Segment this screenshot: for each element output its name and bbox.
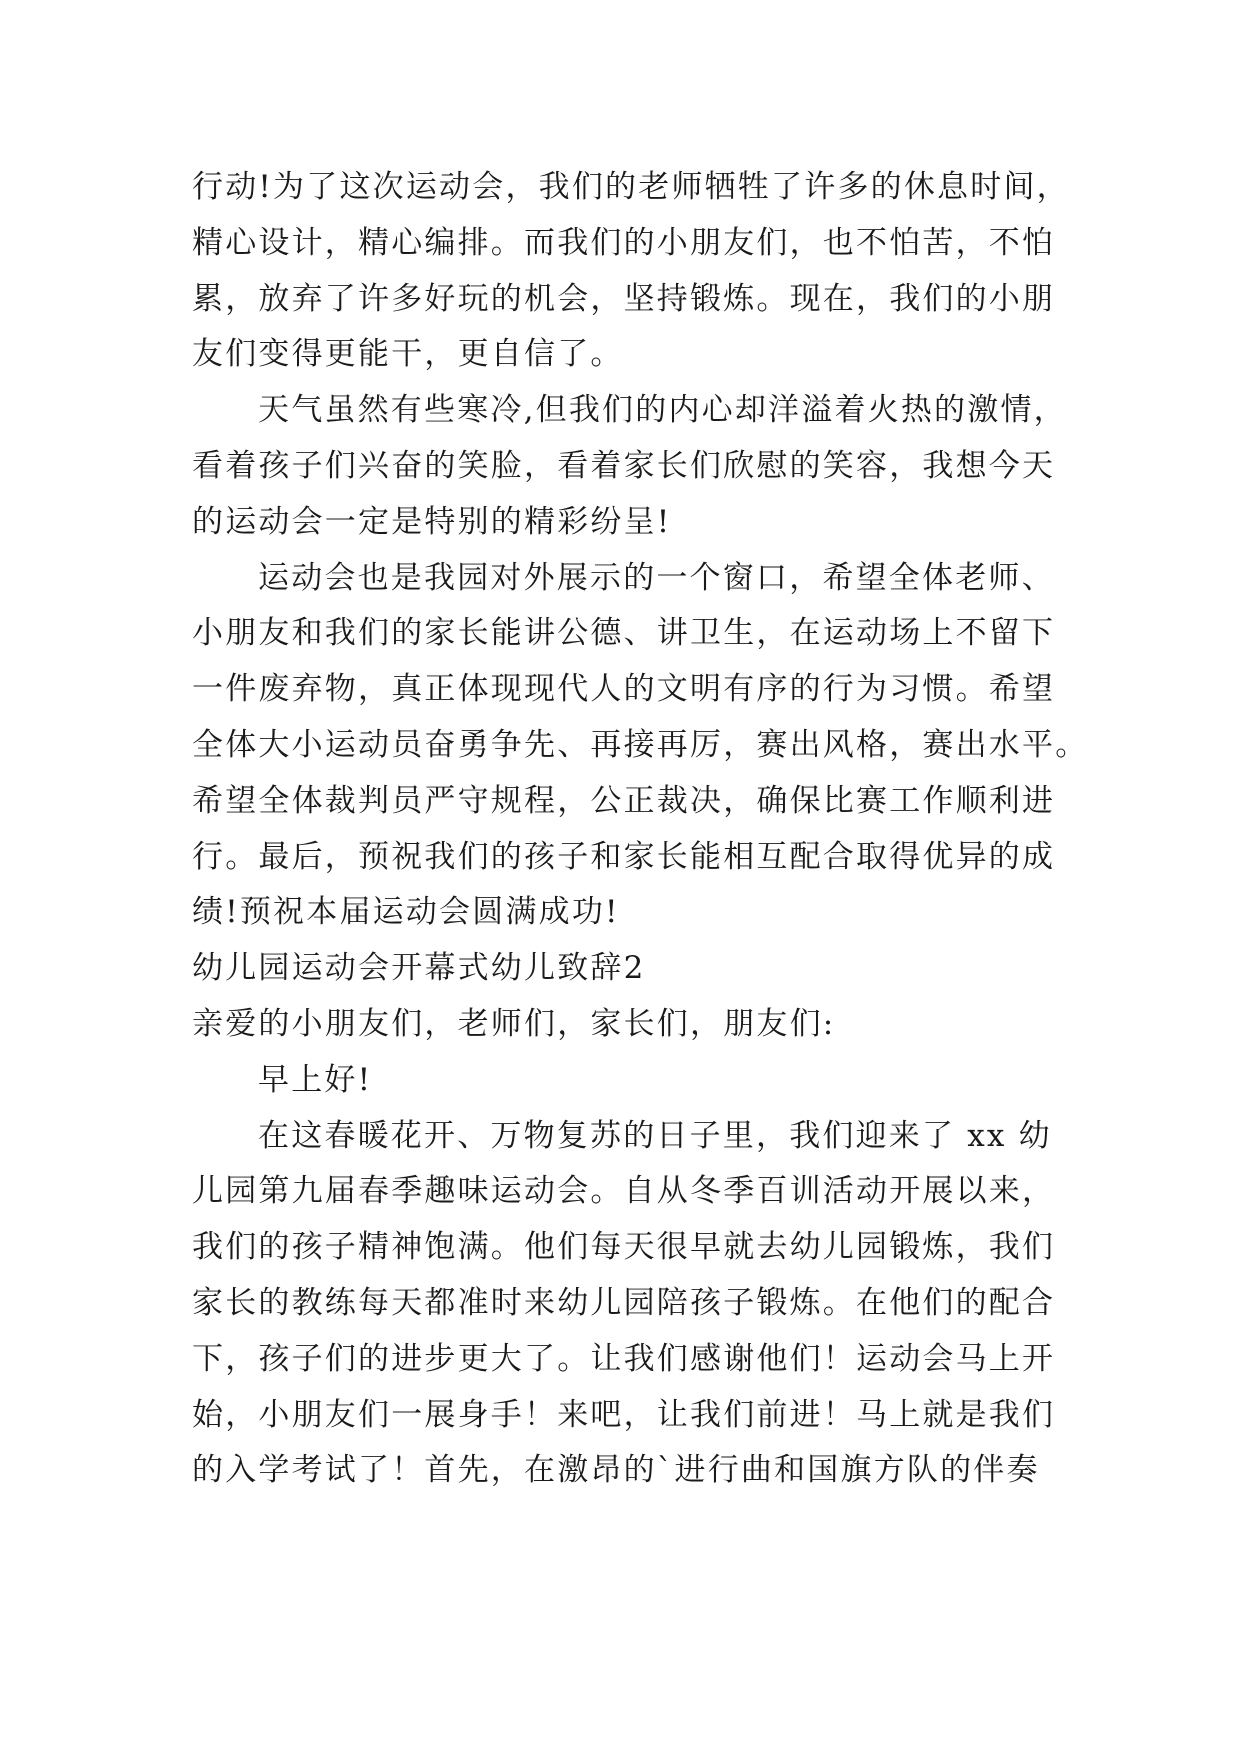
text-line: 全体大小运动员奋勇争先、再接再厉，赛出风格，赛出水平。 — [192, 726, 1089, 763]
text-line: 我们的孩子精神饱满。他们每天很早就去幼儿园锻炼，我们 — [192, 1229, 1056, 1266]
text-line: 行动!为了这次运动会，我们的老师牺牲了许多的休息时间， — [192, 169, 1070, 205]
text-line: 精心设计，精心编排。而我们的小朋友们，也不怕苦，不怕 — [192, 224, 1056, 261]
text-line: 的运动会一定是特别的精彩纷呈! — [192, 503, 672, 540]
text-line: 运动会也是我园对外展示的一个窗口，希望全体老师、 — [258, 559, 1055, 596]
text-line: 的入学考试了！首先，在激昂的`进行曲和国旗方队的伴奏 — [192, 1452, 1040, 1489]
text-line: 希望全体裁判员严守规程，公正裁决，确保比赛工作顺利进 — [192, 782, 1056, 819]
text-line: 始，小朋友们一展身手！来吧，让我们前进！马上就是我们 — [192, 1396, 1056, 1433]
text-line: 小朋友和我们的家长能讲公德、讲卫生，在运动场上不留下 — [192, 615, 1056, 652]
text-line: 看着孩子们兴奋的笑脸，看着家长们欣慰的笑容，我想今天 — [192, 447, 1056, 484]
text-line: 在这春暖花开、万物复苏的日子里，我们迎来了 xx 幼 — [258, 1117, 1052, 1154]
text-line: 绩!预祝本届运动会圆满成功! — [192, 894, 620, 931]
text-line: 下，孩子们的进步更大了。让我们感谢他们！运动会马上开 — [192, 1340, 1056, 1377]
text-line: 家长的教练每天都准时来幼儿园陪孩子锻炼。在他们的配合 — [192, 1284, 1056, 1321]
text-line: 累，放弃了许多好玩的机会，坚持锻炼。现在，我们的小朋 — [192, 280, 1056, 317]
text-line: 早上好! — [258, 1061, 373, 1098]
text-line: 幼儿园运动会开幕式幼儿致辞2 — [192, 950, 646, 987]
text-line: 行。最后，预祝我们的孩子和家长能相互配合取得优异的成 — [192, 838, 1056, 875]
text-line: 儿园第九届春季趣味运动会。自从冬季百训活动开展以来， — [192, 1173, 1056, 1210]
document-body — [192, 160, 1089, 1499]
text-line: 一件废弃物，真正体现现代人的文明有序的行为习惯。希望 — [192, 671, 1056, 708]
text-line: 亲爱的小朋友们，老师们，家长们，朋友们: — [192, 1005, 836, 1042]
text-line: 友们变得更能干，更自信了。 — [192, 336, 624, 373]
text-line: 天气虽然有些寒冷,但我们的内心却洋溢着火热的激情， — [258, 392, 1067, 429]
